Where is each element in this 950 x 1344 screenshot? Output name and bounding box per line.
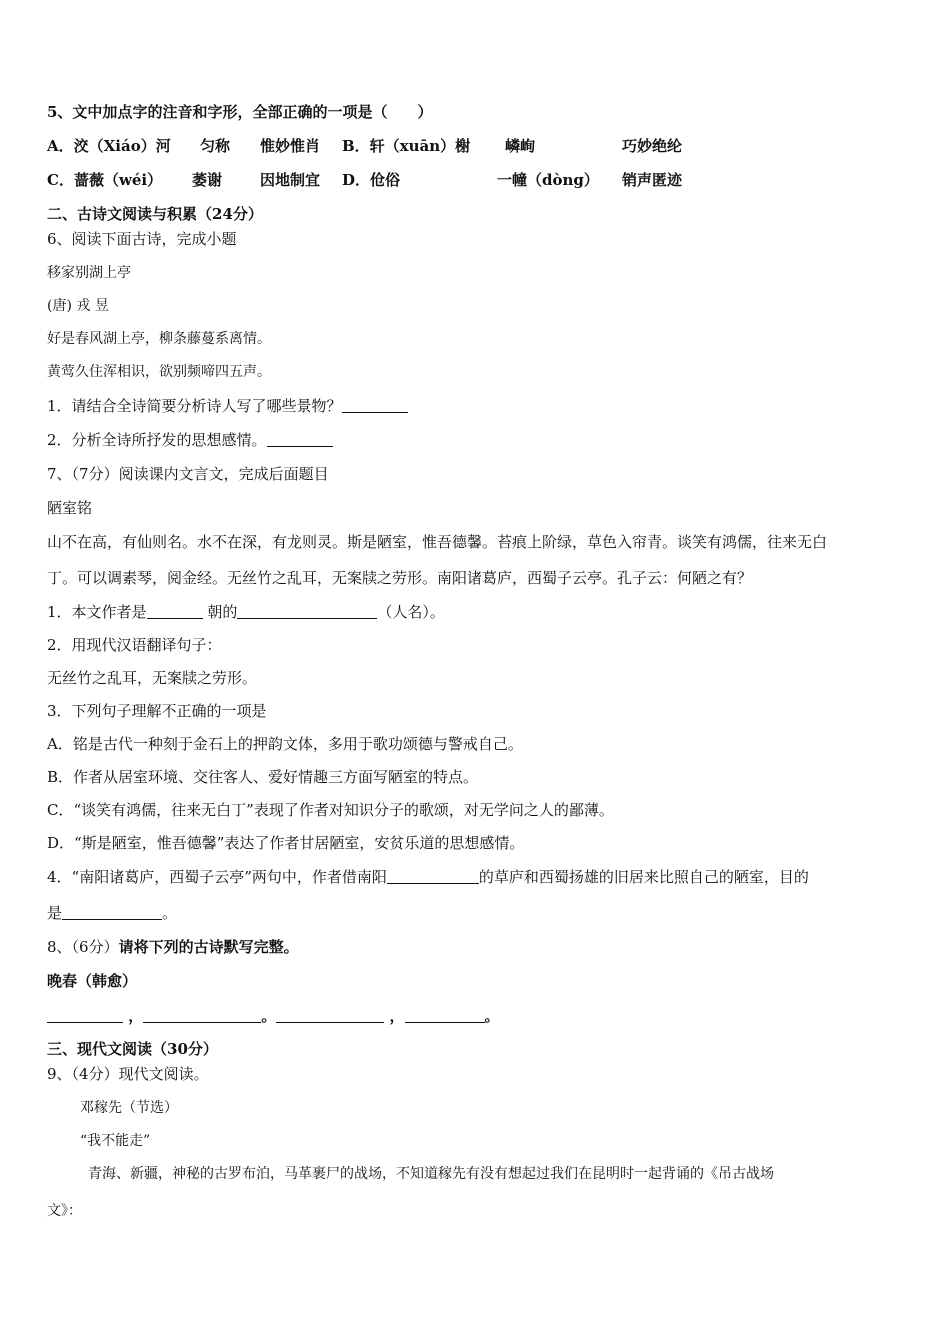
q7-sub4-text-c: 是 [47, 904, 63, 922]
q7-sub1-text-a: 1．本文作者是 [47, 603, 147, 621]
q7-option-b: B．作者从居室环境、交往客人、爱好情趣三方面写陋室的特点。 [47, 768, 479, 786]
q5-option-a-text: A．洨（Xiáo）河 [47, 137, 171, 155]
q5-option-a-word2: 匀称 [200, 137, 231, 155]
answer-blank[interactable] [147, 603, 203, 619]
q5-option-d-word3: 销声匿迹 [622, 171, 683, 189]
q7-stem: 7、（7分）阅读课内文言文，完成后面题目 [47, 465, 329, 483]
q7-sub4-line2 [47, 903, 177, 923]
q7-option-d: D．“斯是陋室，惟吾德馨”表达了作者甘居陋室，安贫乐道的思想感情。 [47, 834, 525, 852]
q7-sub4-text-a: 4．“南阳诸葛庐，西蜀子云亭”两句中，作者借南阳 [47, 868, 387, 886]
q6-sub1-text: 1．请结合全诗简要分析诗人写了哪些景物？ [47, 397, 342, 415]
answer-blank[interactable] [267, 431, 333, 447]
q7-sub1-text-c: （人名）。 [377, 603, 445, 621]
q7-sub2: 2．用现代汉语翻译句子： [47, 636, 222, 654]
q9-paragraph-line2: 文》： [47, 1203, 82, 1219]
q8-stem-points: 8、（6分） [47, 938, 119, 956]
answer-blank[interactable] [405, 1007, 485, 1023]
q6-sub1 [47, 396, 408, 416]
q9-paragraph-line1: 青海、新疆，神秘的古罗布泊，马革裹尸的战场，不知道稼先有没有想起过我们在昆明时一起背诵的《吊古战场 [88, 1166, 774, 1182]
q5-option-c-word2: 萎谢 [192, 171, 223, 189]
q5-option-d-text: D．伧俗 [342, 171, 401, 189]
q8-punct-3: ， [389, 1007, 405, 1025]
q5-option-c-word3: 因地制宜 [260, 171, 321, 189]
q7-title: 陋室铭 [47, 499, 93, 517]
q5-option-b-word3: 巧妙绝纶 [622, 137, 683, 155]
q8-fill-line [47, 1006, 500, 1026]
q8-punct-1: ， [128, 1007, 144, 1025]
q5-option-c-text: C．蔷薇（wéi） [47, 171, 163, 189]
q8-punct-4: 。 [484, 1007, 500, 1025]
answer-blank[interactable] [237, 603, 377, 619]
q5-option-d-word2: 一幢（dòng） [497, 171, 599, 189]
q7-sub3: 3．下列句子理解不正确的一项是 [47, 702, 267, 720]
q9-subtitle: “我不能走” [80, 1133, 151, 1149]
q5-option-a-word3: 惟妙惟肖 [260, 137, 321, 155]
q7-sub1 [47, 602, 445, 622]
q6-poem-line2: 黄莺久住浑相识，欲别频啼四五声。 [47, 364, 271, 380]
q9-stem: 9、（4分）现代文阅读。 [47, 1065, 209, 1083]
q5-stem: 5、文中加点字的注音和字形，全部正确的一项是（ ） [47, 103, 433, 121]
q7-sub4-line1 [47, 867, 809, 887]
answer-blank[interactable] [276, 1007, 384, 1023]
q6-poem-title: 移家别湖上亭 [47, 265, 131, 281]
answer-blank[interactable] [387, 868, 479, 884]
q6-sub2-text: 2．分析全诗所抒发的思想感情。 [47, 431, 267, 449]
q8-punct-2: 。 [261, 1007, 277, 1025]
q8-poem-title: 晚春（韩愈） [47, 972, 138, 990]
section3-heading: 三、现代文阅读（30分） [47, 1040, 218, 1058]
q5-option-b-word2: 嶙峋 [505, 137, 536, 155]
answer-blank[interactable] [62, 904, 162, 920]
answer-blank[interactable] [47, 1007, 123, 1023]
q6-poem-line1: 好是春风湖上亭，柳条藤蔓系离情。 [47, 331, 271, 347]
section2-heading: 二、古诗文阅读与积累（24分） [47, 205, 263, 223]
answer-blank[interactable] [143, 1007, 261, 1023]
q8-stem [47, 937, 299, 957]
q7-paragraph-line2: 丁。可以调素琴，阅金经。无丝竹之乱耳，无案牍之劳形。南阳诸葛庐，西蜀子云亭。孔子云：何陋之有？ [47, 569, 753, 587]
q7-sub2-sentence: 无丝竹之乱耳，无案牍之劳形。 [47, 669, 258, 687]
q8-stem-text: 请将下列的古诗默写完整。 [118, 938, 299, 956]
q6-sub2 [47, 430, 333, 450]
q7-sub4-text-d: 。 [162, 904, 178, 922]
q7-sub4-text-b: 的草庐和西蜀扬雄的旧居来比照自己的陋室，目的 [478, 868, 809, 886]
q9-title: 邓稼先（节选） [80, 1100, 178, 1116]
answer-blank[interactable] [342, 397, 408, 413]
q5-option-b-text: B．轩（xuān）榭 [342, 137, 471, 155]
q7-option-c: C．“谈笑有鸿儒，往来无白丁”表现了作者对知识分子的歌颂，对无学问之人的鄙薄。 [47, 801, 614, 819]
q7-option-a: A．铭是古代一种刻于金石上的押韵文体，多用于歌功颂德与警戒自己。 [47, 735, 523, 753]
q6-stem: 6、阅读下面古诗，完成小题 [47, 230, 237, 248]
q7-paragraph-line1: 山不在高，有仙则名。水不在深，有龙则灵。斯是陋室，惟吾德馨。苔痕上阶绿，草色入帘青。谈笑有鸿儒，往来无白 [47, 533, 828, 551]
q6-poem-author: (唐) 戎 昱 [47, 298, 109, 314]
q7-sub1-text-b: 朝的 [207, 603, 238, 621]
